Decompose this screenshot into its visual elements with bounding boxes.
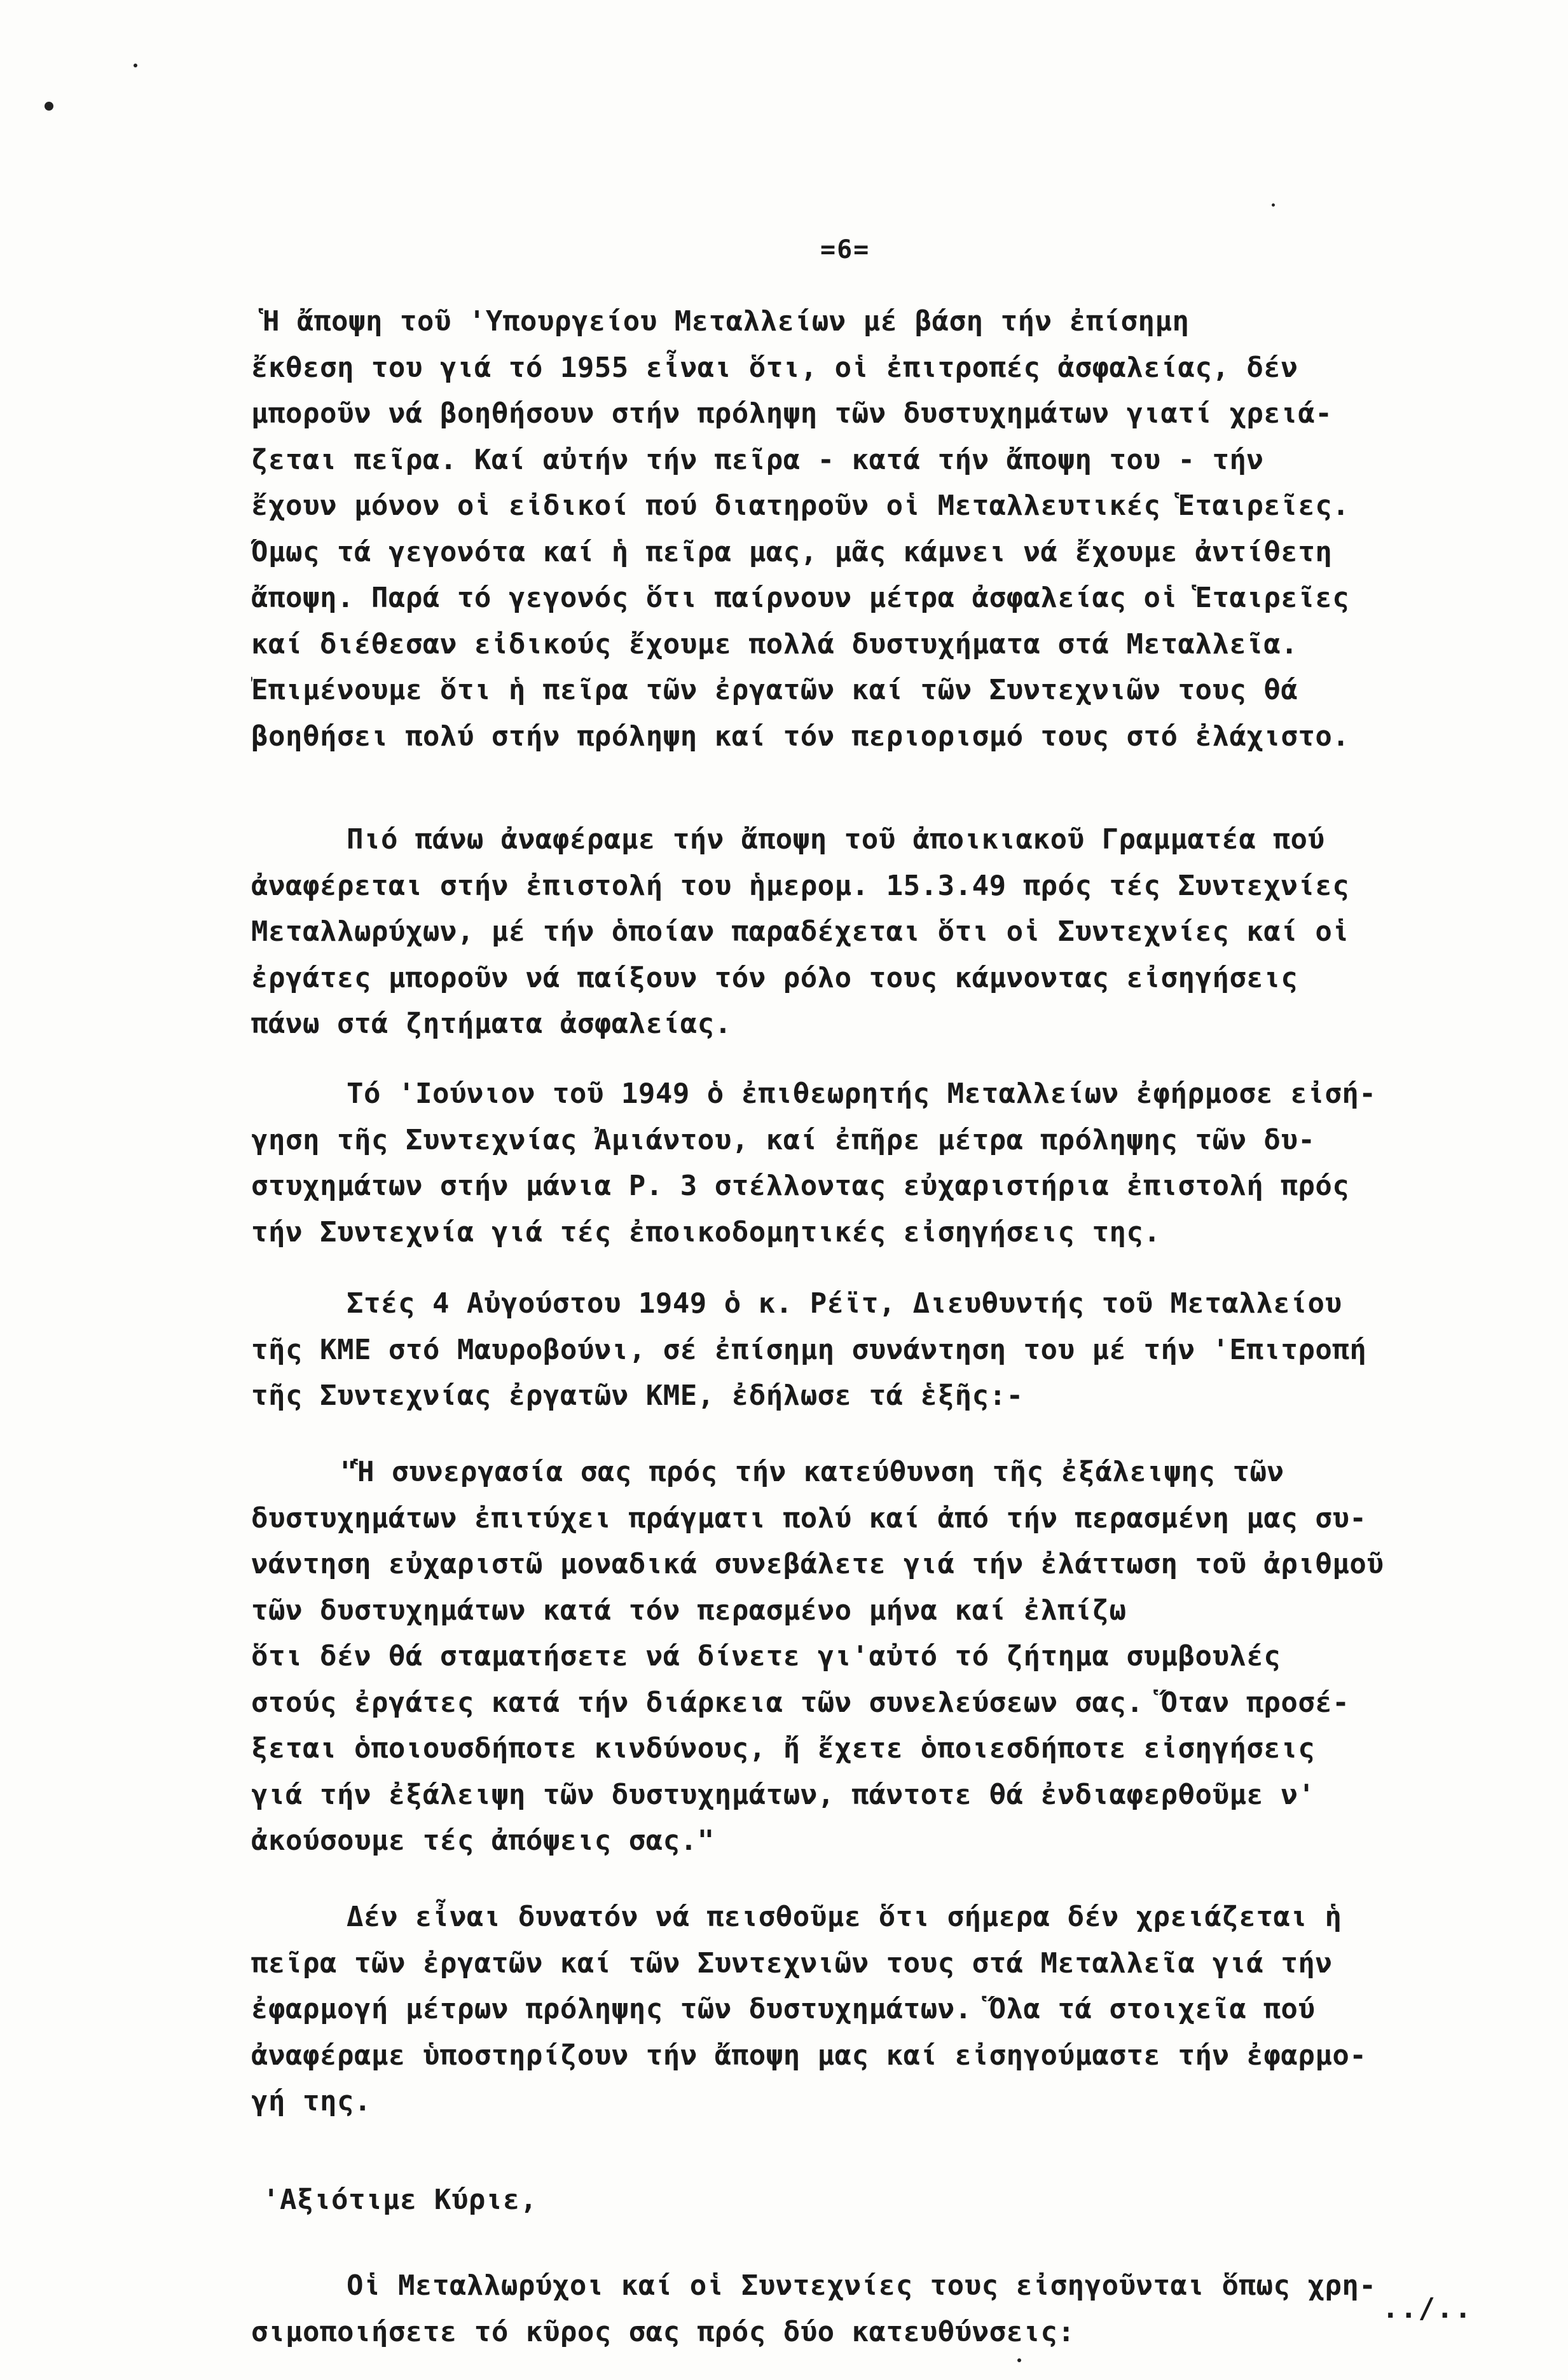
text-line: ἔχουν μόνον οἱ εἰδικοί πού διατηροῦν οἱ Μεταλλευτικές Ἑταιρεῖες. — [251, 489, 1350, 522]
text-line: ὅτι δέν θά σταματήσετε νά δίνετε γι'αὐτό τό ζήτημα συμβουλές — [251, 1640, 1281, 1672]
text-line: ἄποψη. Παρά τό γεγονός ὅτι παίρνουν μέτρα ἀσφαλείας οἱ Ἑταιρεῖες — [251, 582, 1350, 614]
text-line: Ἐπιμένουμε ὅτι ἡ πεῖρα τῶν ἐργατῶν καί τῶν Συντεχνιῶν τους θά — [251, 674, 1298, 706]
scan-speck — [45, 102, 53, 111]
text-line: βοηθήσει πολύ στήν πρόληψη καί τόν περιορισμό τους στό ἐλάχιστο. — [251, 720, 1350, 753]
text-line: δυστυχημάτων ἐπιτύχει πράγματι πολύ καί ἀπό τήν περασμένη μας συ- — [251, 1501, 1367, 1535]
text-line: στυχημάτων στήν μάνια Ρ. 3 στέλλοντας εὐχαριστήρια ἐπιστολή πρός — [251, 1170, 1350, 1202]
paragraph-8 — [251, 2263, 1516, 2355]
quotation-paragraph — [251, 1449, 1516, 1864]
text-line: ἀναφέρεται στήν ἐπιστολή του ἡμερομ. 15.3.49 πρός τές Συντεχνίες — [251, 869, 1350, 902]
text-line: "Ἡ συνεργασία σας πρός τήν κατεύθυνση τῆς ἐξάλειψης τῶν — [340, 1456, 1284, 1488]
scan-speck — [1272, 203, 1275, 207]
text-line: Στές 4 Αὐγούστου 1949 ὁ κ. Ρέϊτ, Διευθυντής τοῦ Μεταλλείου — [347, 1287, 1342, 1320]
paragraph-2 — [251, 817, 1516, 1048]
text-line: καί διέθεσαν εἰδικούς ἔχουμε πολλά δυστυχήματα στά Μεταλλεῖα. — [251, 627, 1298, 660]
paragraph-6 — [251, 1894, 1516, 2125]
text-line: σιμοποιήσετε τό κῦρος σας πρός δύο κατευθύνσεις: — [251, 2315, 1075, 2348]
text-line: γηση τῆς Συντεχνίας Ἀμιάντου, καί ἐπῆρε μέτρα πρόληψης τῶν δυ- — [251, 1123, 1316, 1156]
text-line: μποροῦν νά βοηθήσουν στήν πρόληψη τῶν δυστυχημάτων γιατί χρειά- — [251, 397, 1333, 430]
paragraph-1 — [251, 299, 1516, 760]
text-line: Πιό πάνω ἀναφέραμε τήν ἄποψη τοῦ ἀποικιακοῦ Γραμματέα πού — [347, 823, 1325, 856]
scan-speck — [1017, 2358, 1021, 2362]
text-line: ἔκθεση του γιά τό 1955 εἶναι ὅτι, οἱ ἐπιτροπές ἀσφαλείας, δέν — [251, 351, 1298, 384]
text-line: νάντηση εὐχαριστῶ μοναδικά συνεβάλετε γιά τήν ἐλάττωση τοῦ ἀριθμοῦ — [251, 1548, 1384, 1580]
text-line: Ὅμως τά γεγονότα καί ἡ πεῖρα μας, μᾶς κάμνει νά ἔχουμε ἀντίθετη — [251, 535, 1333, 568]
text-line: ἐργάτες μποροῦν νά παίξουν τόν ρόλο τους κάμνοντας εἰσηγήσεις — [251, 961, 1298, 994]
text-line: Δέν εἶναι δυνατόν νά πεισθοῦμε ὅτι σήμερα δέν χρειάζεται ἡ — [347, 1901, 1342, 1933]
text-line: Ἡ ἄποψη τοῦ 'Υπουργείου Μεταλλείων μέ βάση τήν ἐπίσημη — [263, 305, 1190, 338]
text-line: τῶν δυστυχημάτων κατά τόν περασμένο μήνα καί ἐλπίζω — [251, 1594, 1127, 1627]
text-line: ἐφαρμογή μέτρων πρόληψης τῶν δυστυχημάτων. Ὅλα τά στοιχεῖα πού — [251, 1993, 1316, 2025]
text-line: 'Αξιότιμε Κύριε, — [263, 2184, 537, 2216]
text-line: γιά τήν ἐξάλειψη τῶν δυστυχημάτων, πάντοτε θά ἐνδιαφερθοῦμε ν' — [251, 1778, 1316, 1811]
text-line: τῆς Συντεχνίας ἐργατῶν ΚΜΕ, ἐδήλωσε τά ἑξῆς:- — [251, 1379, 1024, 1412]
text-line: ἀκούσουμε τές ἀπόψεις σας." — [251, 1824, 715, 1857]
text-line: Μεταλλωρύχων, μέ τήν ὁποίαν παραδέχεται ὅτι οἱ Συντεχνίες καί οἱ — [251, 915, 1350, 948]
scan-speck — [134, 64, 137, 67]
text-line: γή της. — [251, 2085, 371, 2117]
text-line: στούς ἐργάτες κατά τήν διάρκεια τῶν συνελεύσεων σας. Ὅταν προσέ- — [251, 1686, 1350, 1719]
continuation-mark: ../.. — [1382, 2292, 1473, 2325]
text-line: Οἱ Μεταλλωρύχοι καί οἱ Συντεχνίες τους εἰσηγοῦνται ὅπως χρη- — [347, 2269, 1377, 2302]
text-line: τήν Συντεχνία γιά τές ἐποικοδομητικές εἰσηγήσεις της. — [251, 1215, 1161, 1248]
paragraph-3 — [251, 1071, 1516, 1255]
text-line: ἀναφέραμε ὑποστηρίζουν τήν ἄποψη μας καί εἰσηγούμαστε τήν ἐφαρμο- — [251, 2039, 1367, 2072]
text-line: τῆς ΚΜΕ στό Μαυροβούνι, σέ ἐπίσημη συνάντηση του μέ τήν 'Επιτροπή — [251, 1333, 1367, 1366]
text-line: πάνω στά ζητήματα ἀσφαλείας. — [251, 1008, 732, 1040]
text-line: Τό 'Ιούνιον τοῦ 1949 ὁ ἐπιθεωρητής Μεταλλείων ἐφήρμοσε εἰσή- — [347, 1077, 1377, 1110]
text-line: ζεται πεῖρα. Καί αὐτήν τήν πεῖρα - κατά τήν ἄποψη του - τήν — [251, 443, 1264, 476]
text-line: ξεται ὁποιουσδήποτε κινδύνους, ἤ ἔχετε ὁποιεσδήποτε εἰσηγήσεις — [251, 1732, 1316, 1765]
page-number: =6= — [820, 235, 870, 264]
text-line: πεῖρα τῶν ἐργατῶν καί τῶν Συντεχνιῶν τους στά Μεταλλεῖα γιά τήν — [251, 1946, 1333, 1980]
paragraph-4 — [251, 1281, 1516, 1419]
salutation — [251, 2177, 1516, 2224]
